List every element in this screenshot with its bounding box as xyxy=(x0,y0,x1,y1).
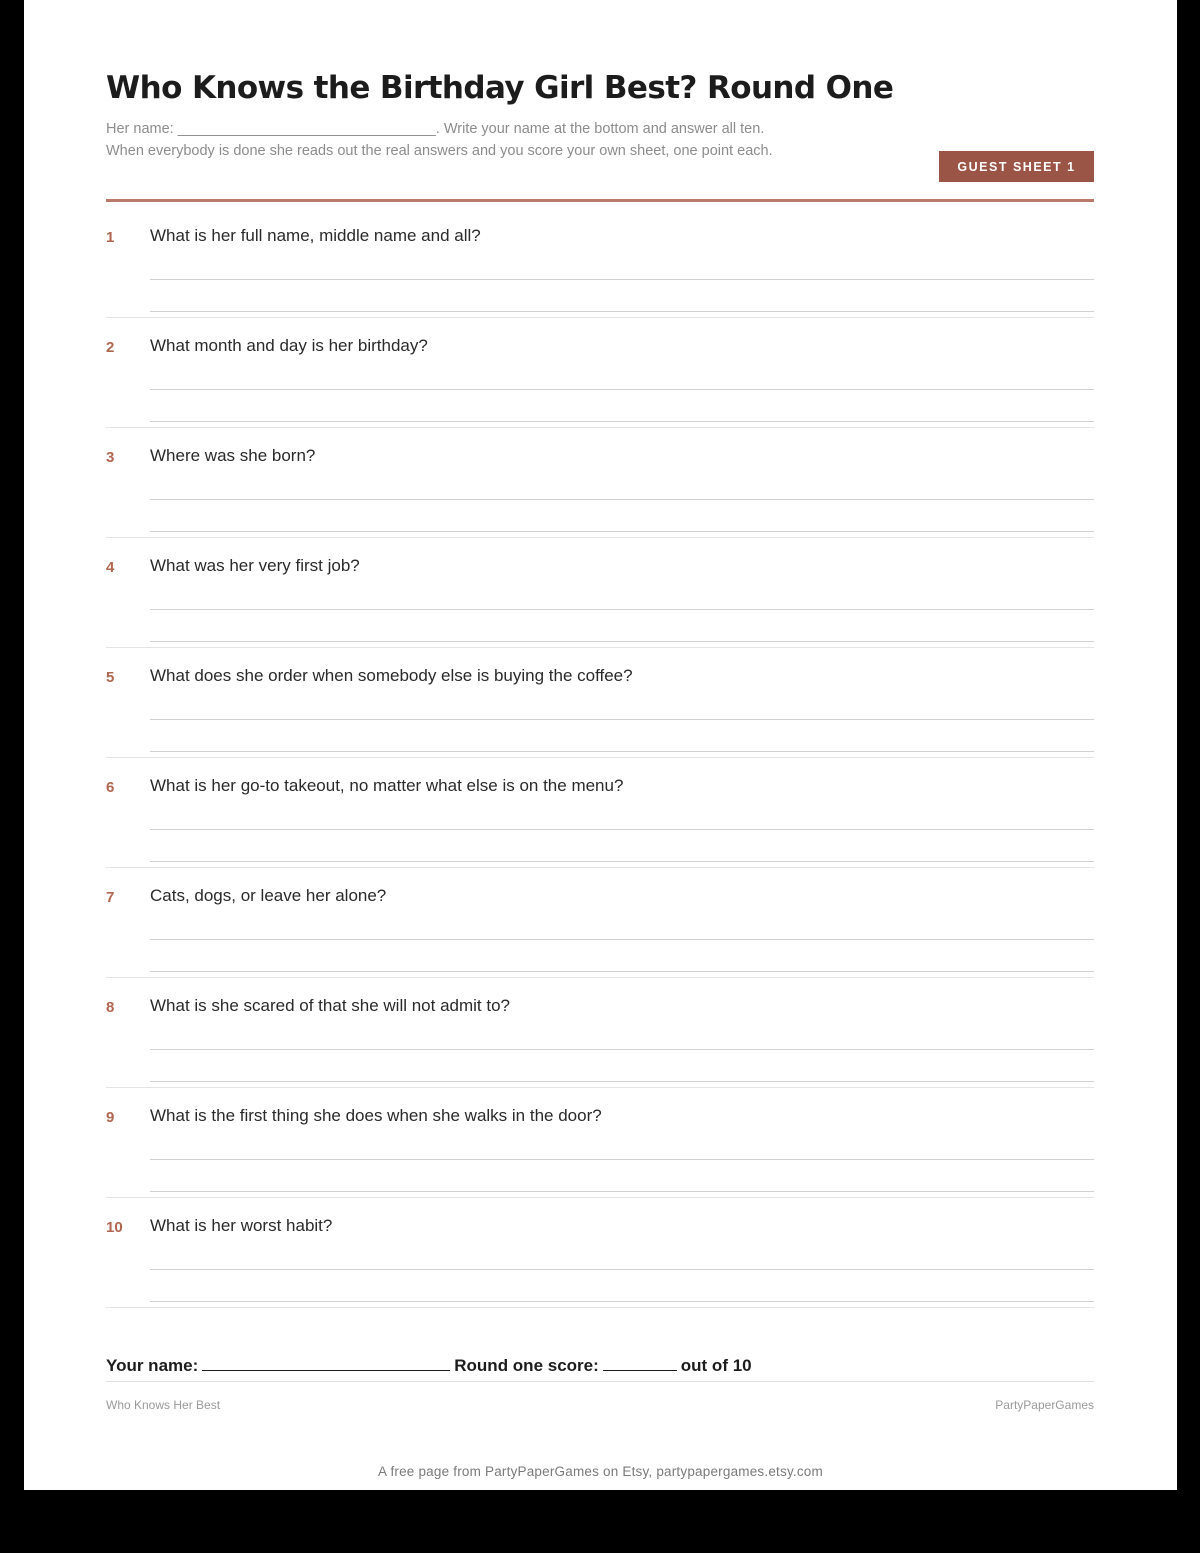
question-number: 10 xyxy=(106,1219,123,1236)
question-item xyxy=(106,648,1094,758)
answer-line[interactable] xyxy=(150,829,1094,830)
question-number: 7 xyxy=(106,889,115,906)
answer-line[interactable] xyxy=(150,751,1094,752)
answer-line[interactable] xyxy=(150,609,1094,610)
question-text: Cats, dogs, or leave her alone? xyxy=(150,886,387,905)
guest-sheet-badge: GUEST SHEET 1 xyxy=(939,151,1094,182)
answer-line[interactable] xyxy=(150,311,1094,312)
question-number: 4 xyxy=(106,559,115,576)
credit-line: A free page from PartyPaperGames on Etsy, partypapergames.etsy.com xyxy=(378,1464,823,1479)
footer-left-text: Who Knows Her Best xyxy=(106,1398,221,1412)
answer-line[interactable] xyxy=(150,1159,1094,1160)
question-number: 6 xyxy=(106,779,115,796)
question-item xyxy=(106,428,1094,538)
score-label: Round one score: xyxy=(454,1356,599,1375)
question-list xyxy=(106,208,1094,1308)
answer-line[interactable] xyxy=(150,1049,1094,1050)
answer-line[interactable] xyxy=(150,499,1094,500)
footer-divider xyxy=(106,1381,1094,1382)
answer-line[interactable] xyxy=(150,971,1094,972)
header-divider xyxy=(106,199,1094,202)
question-item xyxy=(106,1198,1094,1308)
answer-line[interactable] xyxy=(150,1191,1094,1192)
question-number: 9 xyxy=(106,1109,115,1126)
question-text: What month and day is her birthday? xyxy=(150,336,428,355)
question-text: What is the first thing she does when she walks in the door? xyxy=(150,1106,602,1125)
answer-line[interactable] xyxy=(150,861,1094,862)
question-text: What is her go-to takeout, no matter what else is on the menu? xyxy=(150,776,624,795)
answer-line[interactable] xyxy=(150,719,1094,720)
question-text: Where was she born? xyxy=(150,446,316,465)
question-number: 5 xyxy=(106,669,115,686)
question-item xyxy=(106,318,1094,428)
answer-line[interactable] xyxy=(150,1301,1094,1302)
answer-line[interactable] xyxy=(150,939,1094,940)
worksheet-page xyxy=(24,0,1177,1490)
score-row xyxy=(106,1356,1094,1376)
your-name-blank[interactable] xyxy=(202,1357,450,1371)
question-text: What is her full name, middle name and all? xyxy=(150,226,481,245)
answer-line[interactable] xyxy=(150,389,1094,390)
question-text: What is she scared of that she will not admit to? xyxy=(150,996,511,1015)
question-text: What was her very first job? xyxy=(150,556,360,575)
answer-line[interactable] xyxy=(150,279,1094,280)
score-blank[interactable] xyxy=(603,1357,677,1371)
question-item xyxy=(106,208,1094,318)
page-title: Who Knows the Birthday Girl Best? Round One xyxy=(106,70,894,106)
answer-line[interactable] xyxy=(150,1081,1094,1082)
question-text: What does she order when somebody else is buying the coffee? xyxy=(150,666,633,685)
question-text: What is her worst habit? xyxy=(150,1216,333,1235)
question-number: 3 xyxy=(106,449,115,466)
question-number: 1 xyxy=(106,229,115,246)
out-of-label: out of 10 xyxy=(680,1356,752,1375)
question-item xyxy=(106,978,1094,1088)
instructions: Her name: ________________________________. Write your name at the bottom and answer all ten. When everybody is done she reads out the real answers and you score your own sheet, one point each. xyxy=(106,121,773,159)
footer-right-text: PartyPaperGames xyxy=(995,1398,1094,1412)
question-item xyxy=(106,538,1094,648)
question-item xyxy=(106,758,1094,868)
answer-line[interactable] xyxy=(150,421,1094,422)
answer-line[interactable] xyxy=(150,641,1094,642)
question-item xyxy=(106,1088,1094,1198)
your-name-label: Your name: xyxy=(106,1356,199,1375)
question-number: 8 xyxy=(106,999,115,1016)
question-number: 2 xyxy=(106,339,115,356)
question-item xyxy=(106,868,1094,978)
answer-line[interactable] xyxy=(150,1269,1094,1270)
answer-line[interactable] xyxy=(150,531,1094,532)
